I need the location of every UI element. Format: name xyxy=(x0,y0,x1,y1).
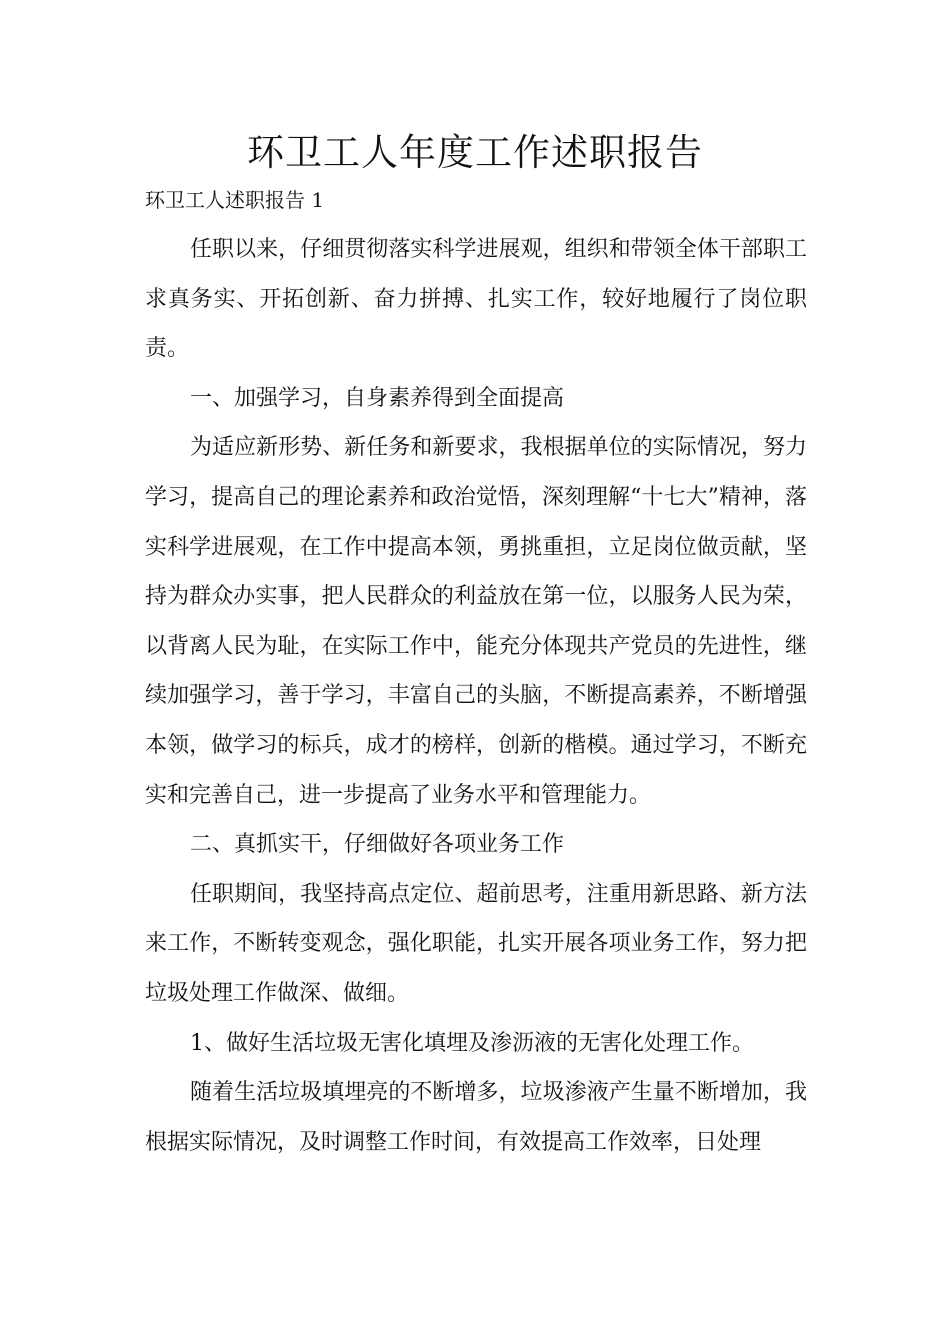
section-heading-1: 一、加强学习，自身素养得到全面提高 xyxy=(190,385,565,411)
document-title: 环卫工人年度工作述职报告 xyxy=(247,131,703,174)
paragraph-leachate: 随着生活垃圾填埋亮的不断增多，垃圾渗液产生量不断增加，我根据实际情况，及时调整工作时间，有效提高工作效率，日处理 xyxy=(145,1080,807,1155)
section-heading-2: 二、真抓实干，仔细做好各项业务工作 xyxy=(190,832,565,858)
paragraph-work: 任职期间，我坚持高点定位、超前思考，注重用新思路、新方法来工作，不断转变观念，强化职能，扎实开展各项业务工作，努力把垃圾处理工作做深、做细。 xyxy=(145,881,807,1006)
paragraph-intro: 任职以来，仔细贯彻落实科学进展观，组织和带领全体干部职工求真务实、开拓创新、奋力拼搏、扎实工作，较好地履行了岗位职责。 xyxy=(145,237,807,362)
document-body xyxy=(145,225,807,1167)
subsection-heading-1: 1、做好生活垃圾无害化填埋及渗沥液的无害化处理工作。 xyxy=(190,1030,754,1056)
paragraph-study: 为适应新形势、新任务和新要求，我根据单位的实际情况，努力学习，提高自己的理论素养和政治觉悟，深刻理解“十七大”精神，落实科学进展观，在工作中提高本领，勇挑重担，立足岗位做贡献，坚持为群众办实事，把人民群众的利益放在第一位，以服务人民为荣，以背离人民为耻，在实际工作中，能充分体现共产党员的先进性，继续加强学习，善于学习，丰富自己的头脑，不断提高素养，不断增强本领，做学习的标兵，成才的榜样，创新的楷模。通过学习，不断充实和完善自己，进一步提高了业务水平和管理能力。 xyxy=(145,435,807,808)
document-subtitle: 环卫工人述职报告 1 xyxy=(145,188,325,212)
